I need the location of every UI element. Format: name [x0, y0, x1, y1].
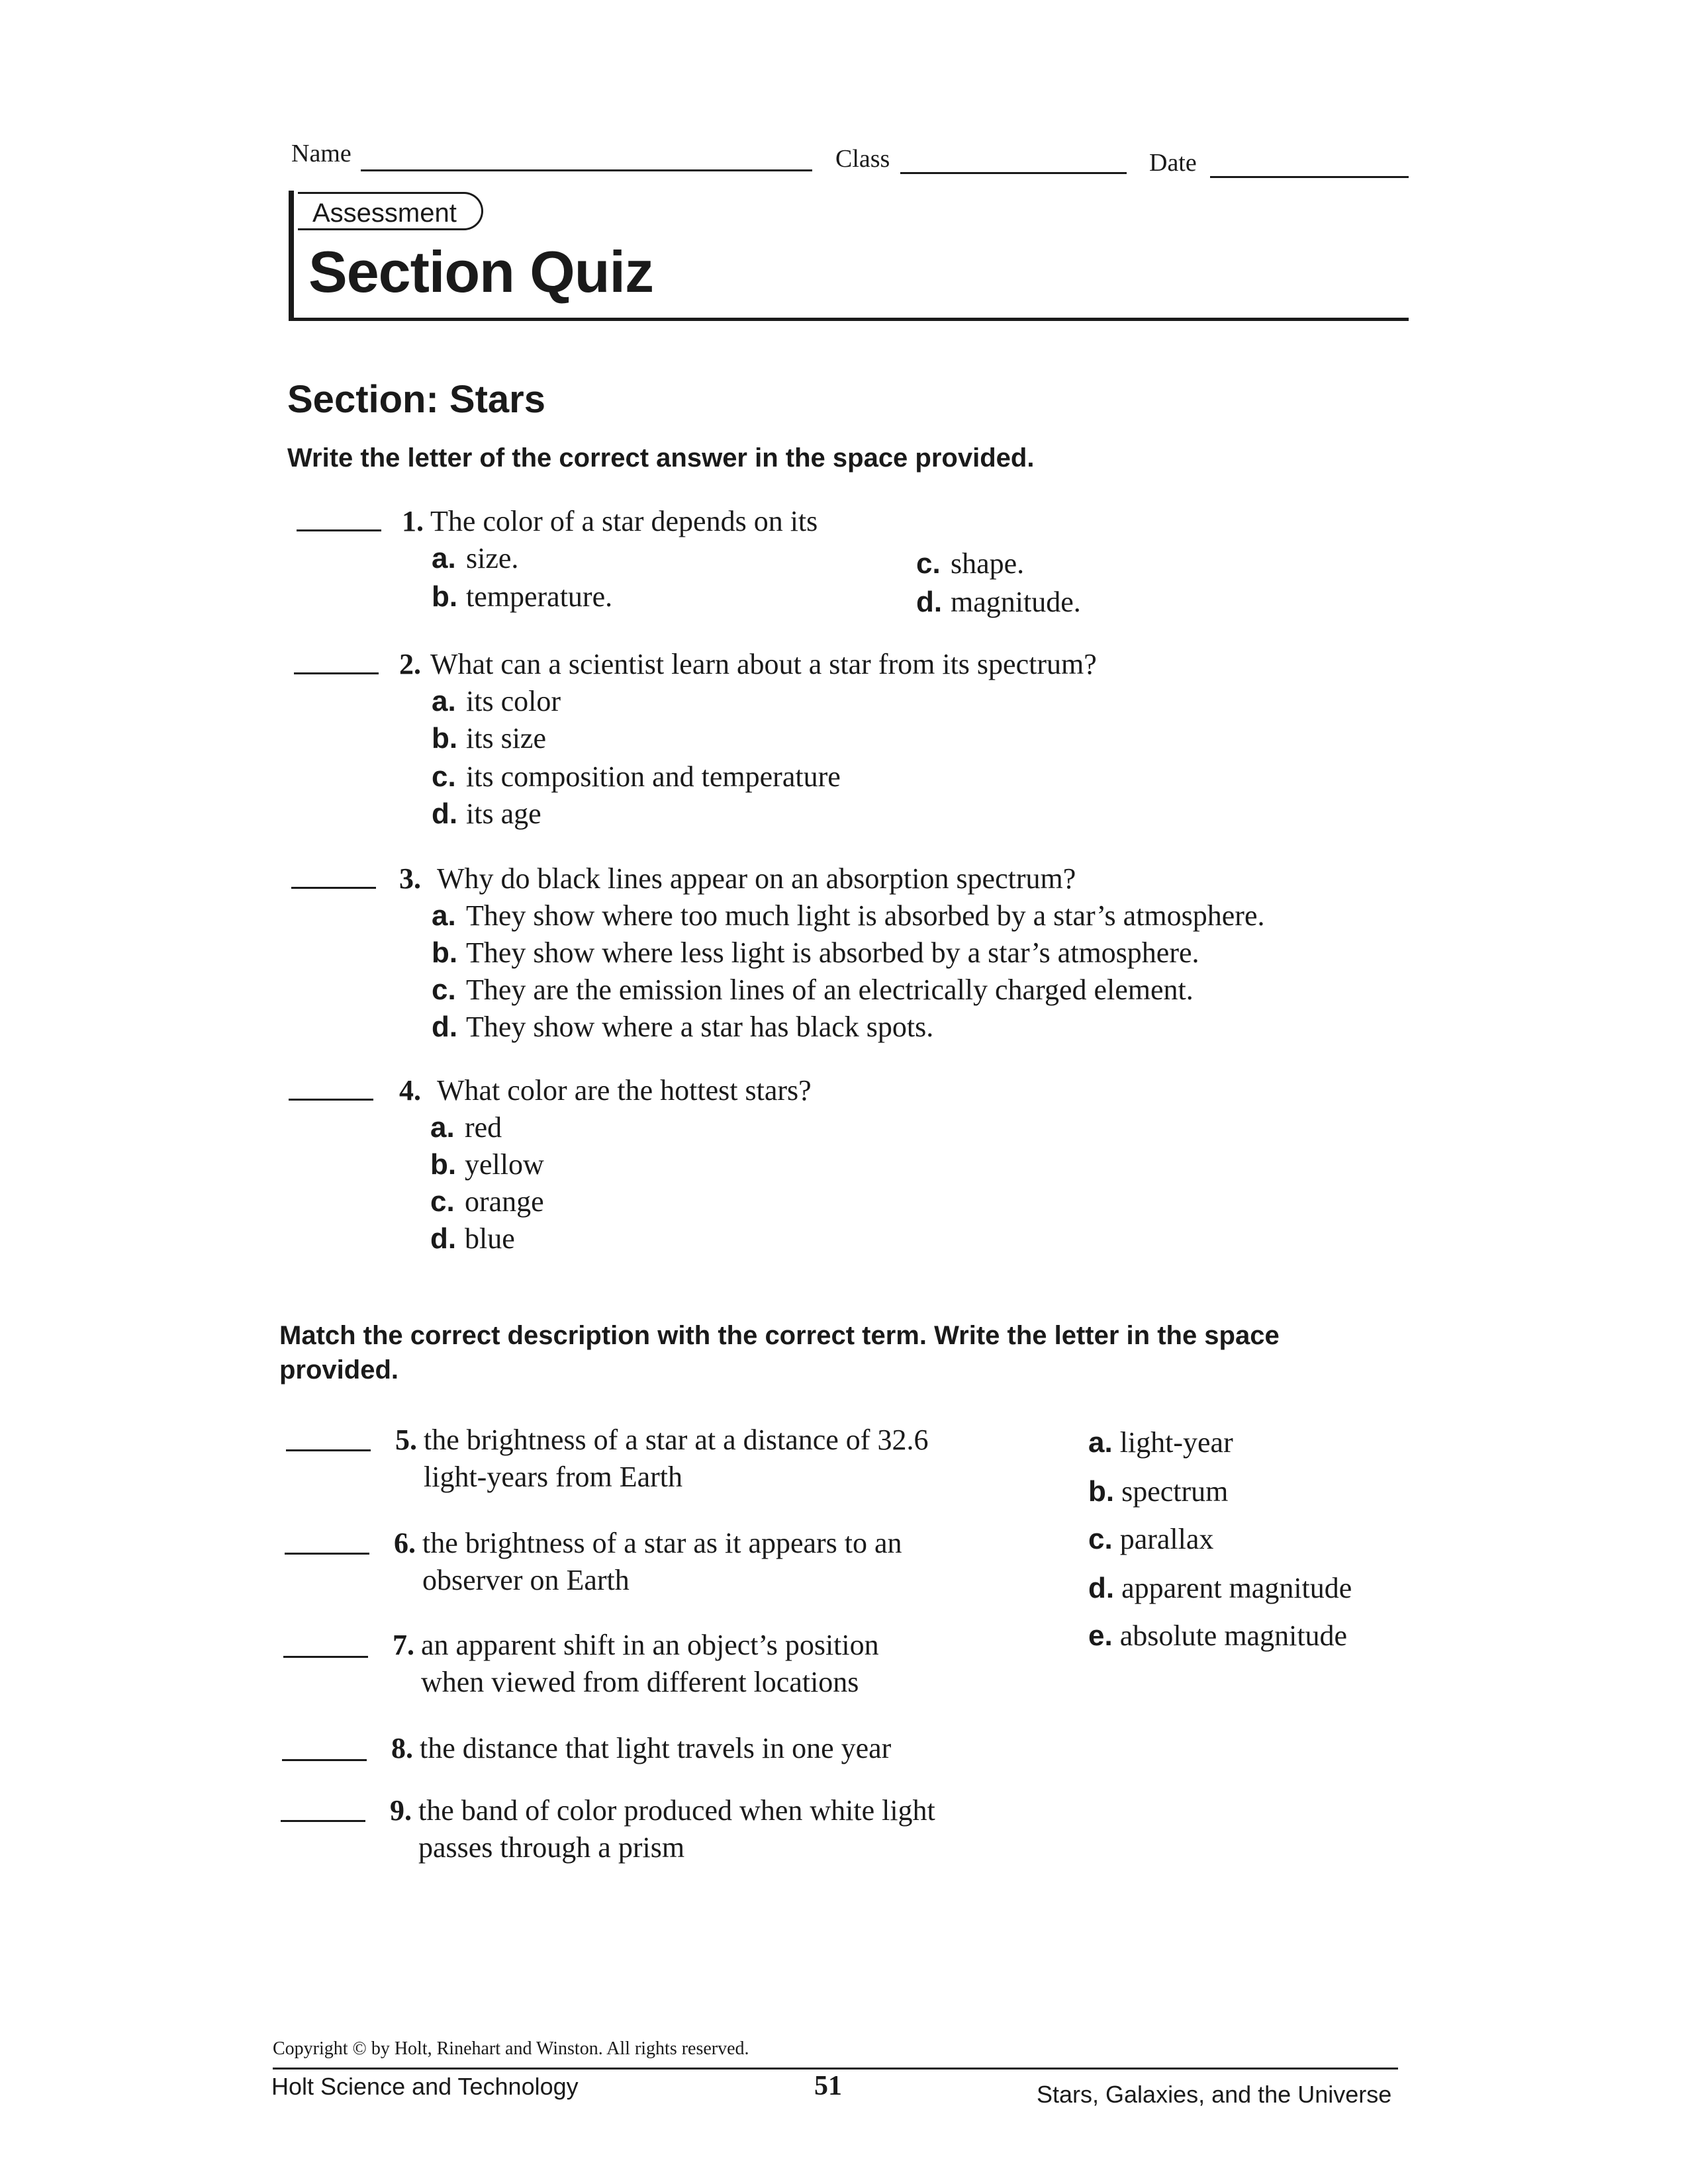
option-text: size. — [466, 542, 519, 574]
copyright-notice: Copyright © by Holt, Rinehart and Winston. All rights reserved. — [273, 2038, 749, 2059]
title-accent-bar — [289, 191, 294, 320]
option-letter: b. — [430, 1148, 457, 1181]
option-text: its composition and temperature — [466, 760, 841, 793]
option-letter: a. — [430, 1111, 455, 1144]
question-number: 1. — [402, 505, 424, 537]
question-text: The color of a star depends on its — [430, 505, 818, 537]
option-4a — [430, 1111, 502, 1144]
question-text: What color are the hottest stars? — [437, 1074, 812, 1107]
option-text: temperature. — [466, 580, 613, 613]
term-c — [1088, 1522, 1213, 1556]
question-number: 4. — [399, 1074, 421, 1107]
date-field[interactable] — [1210, 176, 1409, 178]
assessment-tag: Assessment — [298, 192, 483, 230]
footer-divider — [273, 2068, 1398, 2070]
question-number: 9. — [390, 1794, 412, 1827]
matching-text-line1: the distance that light travels in one year — [420, 1732, 892, 1764]
question-text: What can a scientist learn about a star from its spectrum? — [430, 648, 1097, 680]
answer-blank-7[interactable] — [283, 1656, 368, 1658]
matching-text-line1: the brightness of a star as it appears to an — [422, 1527, 902, 1559]
matching-text-line1: an apparent shift in an object’s position — [421, 1629, 879, 1661]
answer-blank-2[interactable] — [294, 672, 379, 674]
option-letter: c. — [916, 547, 941, 580]
option-text: yellow — [465, 1148, 544, 1181]
option-text: They show where a star has black spots. — [466, 1011, 934, 1043]
option-4c — [430, 1185, 544, 1218]
option-2d — [432, 797, 541, 831]
option-letter: c. — [430, 1185, 455, 1218]
option-letter: a. — [432, 899, 456, 932]
class-label: Class — [835, 145, 890, 173]
option-1b — [432, 580, 612, 614]
option-3d — [432, 1010, 933, 1044]
option-text: magnitude. — [951, 586, 1081, 618]
question-number: 7. — [393, 1629, 414, 1661]
option-text: They are the emission lines of an electrically charged element. — [466, 974, 1194, 1006]
option-text: its color — [466, 685, 561, 717]
option-letter: d. — [430, 1222, 457, 1255]
option-letter: d. — [916, 586, 943, 618]
page-title: Section Quiz — [308, 239, 653, 304]
option-text: orange — [465, 1185, 544, 1218]
option-2a — [432, 684, 561, 718]
option-2c — [432, 760, 841, 794]
answer-blank-5[interactable] — [286, 1449, 371, 1451]
title-divider — [289, 318, 1409, 321]
option-letter: c. — [432, 760, 456, 793]
date-label: Date — [1149, 149, 1197, 177]
option-2b — [432, 721, 546, 755]
term-letter: c. — [1088, 1523, 1113, 1555]
matching-text-line1: the band of color produced when white light — [418, 1794, 935, 1827]
option-3a — [432, 899, 1264, 933]
section-title: Section: Stars — [287, 378, 545, 421]
option-3c — [432, 973, 1194, 1007]
answer-blank-1[interactable] — [297, 529, 381, 531]
class-field[interactable] — [900, 172, 1127, 174]
option-letter: a. — [432, 542, 456, 574]
term-text: absolute magnitude — [1119, 1619, 1348, 1652]
matching-text-line2: observer on Earth — [422, 1564, 630, 1596]
term-letter: a. — [1088, 1426, 1113, 1459]
instructions-multiple-choice: Write the letter of the correct answer in the space provided. — [287, 443, 1035, 473]
question-number: 5. — [395, 1424, 417, 1456]
option-text: shape. — [951, 547, 1025, 580]
option-text: red — [465, 1111, 502, 1144]
publisher-name: Holt Science and Technology — [271, 2073, 579, 2100]
option-3b — [432, 936, 1199, 970]
term-letter: e. — [1088, 1619, 1113, 1652]
option-4b — [430, 1148, 544, 1181]
term-text: parallax — [1119, 1523, 1214, 1555]
instructions-matching-line1: Match the correct description with the correct term. Write the letter in the space — [279, 1321, 1280, 1350]
option-letter: a. — [432, 685, 456, 717]
matching-text-line1: the brightness of a star at a distance of 32.6 — [424, 1424, 929, 1456]
matching-text-line2: light-years from Earth — [424, 1461, 682, 1493]
term-letter: b. — [1088, 1475, 1115, 1508]
question-text: Why do black lines appear on an absorption spectrum? — [437, 862, 1076, 895]
term-letter: d. — [1088, 1572, 1115, 1604]
option-letter: b. — [432, 580, 458, 613]
term-text: light-year — [1119, 1426, 1233, 1459]
matching-text-line2: when viewed from different locations — [421, 1666, 859, 1698]
option-1a — [432, 541, 518, 575]
option-1c — [916, 547, 1024, 580]
option-letter: b. — [432, 936, 458, 969]
answer-blank-9[interactable] — [281, 1820, 365, 1822]
option-text: blue — [465, 1222, 515, 1255]
book-title: Stars, Galaxies, and the Universe — [1037, 2081, 1392, 2108]
term-text: apparent magnitude — [1121, 1572, 1352, 1604]
term-d — [1088, 1571, 1352, 1605]
question-number: 6. — [394, 1527, 416, 1559]
option-letter: d. — [432, 797, 458, 830]
instructions-matching-line2: provided. — [279, 1355, 399, 1385]
name-field[interactable] — [361, 169, 812, 171]
term-a — [1088, 1426, 1233, 1459]
option-1d — [916, 585, 1081, 619]
term-b — [1088, 1475, 1228, 1508]
answer-blank-8[interactable] — [282, 1759, 367, 1761]
page-number: 51 — [814, 2071, 842, 2101]
name-label: Name — [291, 140, 352, 167]
answer-blank-3[interactable] — [291, 887, 376, 889]
question-number: 3. — [399, 862, 421, 895]
term-e — [1088, 1619, 1347, 1653]
term-text: spectrum — [1121, 1475, 1229, 1508]
question-number: 8. — [391, 1732, 413, 1764]
option-text: They show where less light is absorbed by a star’s atmosphere. — [466, 936, 1199, 969]
option-4d — [430, 1222, 515, 1255]
option-text: They show where too much light is absorbed by a star’s atmosphere. — [466, 899, 1265, 932]
option-text: its age — [466, 797, 541, 830]
question-number: 2. — [399, 648, 421, 680]
answer-blank-6[interactable] — [285, 1553, 369, 1555]
option-letter: d. — [432, 1011, 458, 1043]
answer-blank-4[interactable] — [289, 1099, 373, 1101]
option-letter: b. — [432, 722, 458, 754]
option-letter: c. — [432, 974, 456, 1006]
option-text: its size — [466, 722, 546, 754]
matching-text-line2: passes through a prism — [418, 1831, 685, 1864]
